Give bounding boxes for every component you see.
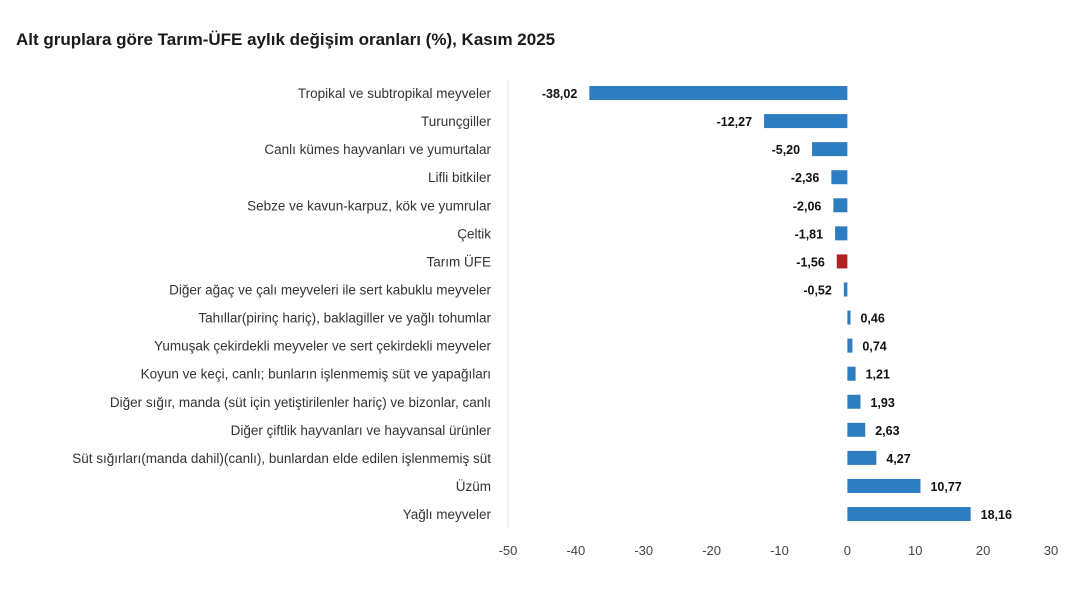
bar <box>847 507 970 521</box>
bar <box>812 142 847 156</box>
data-label: 10,77 <box>930 479 962 494</box>
category-label: Canlı kümes hayvanları ve yumurtalar <box>264 142 491 158</box>
bar <box>847 311 850 325</box>
bar <box>847 339 852 353</box>
x-tick-label: 0 <box>843 543 851 558</box>
data-label: -0,52 <box>803 283 832 298</box>
category-label: Yağlı meyveler <box>402 507 491 523</box>
data-label: -1,81 <box>794 227 824 242</box>
x-tick-label: 20 <box>975 543 991 558</box>
x-tick-label: 10 <box>908 543 923 558</box>
bar <box>847 451 876 465</box>
data-label: -12,27 <box>716 115 753 130</box>
bar <box>837 254 848 268</box>
data-label: -2,36 <box>790 171 820 186</box>
x-tick-label: 30 <box>1043 543 1059 558</box>
category-label: Süt sığırları(manda dahil)(canlı), bunlardan elde edilen işlenmemiş süt <box>72 450 491 466</box>
bar <box>844 282 848 296</box>
x-tick-label: -40 <box>566 543 586 558</box>
category-label: Üzüm <box>455 478 491 494</box>
data-label: 18,16 <box>980 508 1012 523</box>
category-label: Tarım ÜFE <box>426 254 491 270</box>
bar <box>847 395 860 409</box>
data-label: -38,02 <box>541 87 578 101</box>
x-tick-label: -50 <box>498 543 518 558</box>
chart-title: Alt gruplara göre Tarım-ÜFE aylık değişim oranları (%), Kasım 2025 <box>16 30 556 49</box>
data-label: -5,20 <box>771 143 801 158</box>
category-label: Lifli bitkiler <box>427 170 491 186</box>
x-tick-label: -30 <box>634 543 654 558</box>
data-label: -2,06 <box>792 199 822 214</box>
data-label: -1,56 <box>796 255 825 270</box>
data-label: 1,21 <box>865 367 890 382</box>
data-label: 0,46 <box>860 311 885 326</box>
bar <box>847 479 920 493</box>
bar <box>847 367 855 381</box>
data-label: 4,27 <box>886 451 911 466</box>
category-label: Turunçgiller <box>420 114 491 130</box>
data-label: 1,93 <box>870 395 895 410</box>
category-label: Çeltik <box>457 226 491 242</box>
category-label: Sebze ve kavun-karpuz, kök ve yumrular <box>247 198 491 214</box>
data-label: 0,74 <box>862 339 887 354</box>
bar <box>847 423 865 437</box>
bar <box>835 226 847 240</box>
category-label: Tropikal ve subtropikal meyveler <box>297 86 491 101</box>
category-label: Yumuşak çekirdekli meyveler ve sert çekirdekli meyveler <box>154 338 491 354</box>
category-label: Tahıllar(pirinç hariç), baklagiller ve yağlı tohumlar <box>198 310 491 326</box>
category-label: Diğer çiftlik hayvanları ve hayvansal ürünler <box>230 422 491 438</box>
bar <box>764 114 847 128</box>
bar <box>831 170 847 184</box>
x-tick-label: -20 <box>702 543 722 558</box>
bar <box>589 86 847 100</box>
category-label: Diğer ağaç ve çalı meyveleri ile sert kabuklu meyveler <box>169 282 491 298</box>
data-label: 2,63 <box>875 423 900 438</box>
x-tick-label: -10 <box>770 543 789 558</box>
category-label: Koyun ve keçi, canlı; bunların işlenmemiş süt ve yapağıları <box>140 366 491 382</box>
category-label: Diğer sığır, manda (süt için yetiştirilenler hariç) ve bizonlar, canlı <box>109 394 491 410</box>
bar <box>833 198 847 212</box>
